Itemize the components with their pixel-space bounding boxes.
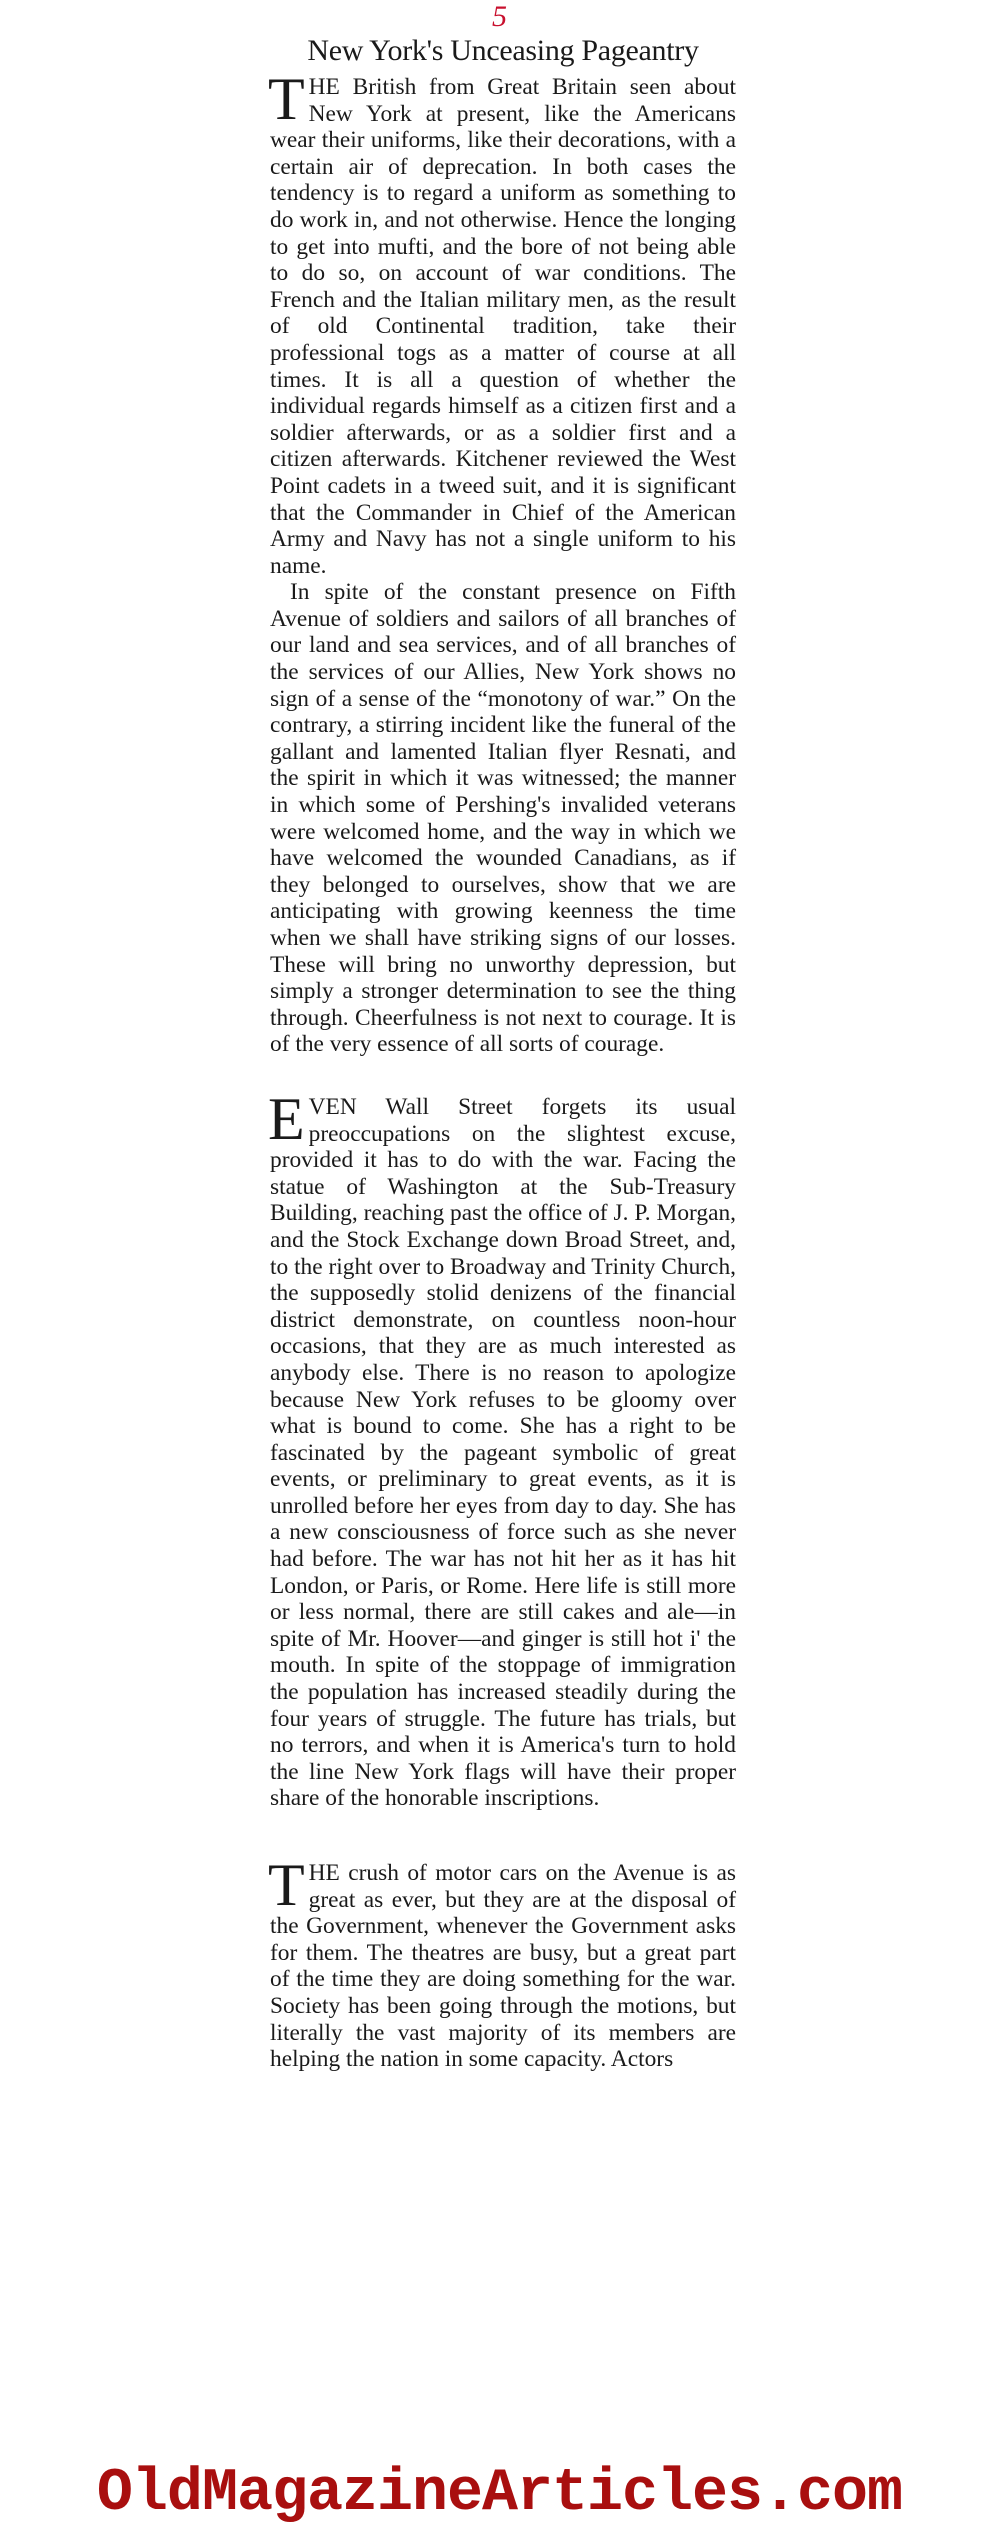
article-title: New York's Unceasing Pageantry [307, 34, 699, 67]
paragraph-4-text: HE crush of motor cars on the Avenue is as great as ever, but they are at the disposal of the Government, whenever the Government asks for them. The theatres are busy, but a great part of the time they are doing something for the war. Society has been going through the motions, but literally the vast majority of its members are helping the nation in some capacity. Actors [270, 1860, 736, 2073]
paragraph-3-text: VEN Wall Street forgets its usual preoccupations on the slightest excuse, provided it has to do with the war. Facing the statue of Washington at the Sub-Treasury Building, reaching past the office of J. P. Morgan, and the Stock Exchange down Broad Street, and, to the right over to Broadway and Trinity Church, the supposedly stolid denizens of the financial district demonstrate, on countless noon-hour occasions, that they are as much interested as anybody else. There is no reason to apologize because New York refuses to be gloomy over what is bound to come. She has a right to be fascinated by the pageant symbolic of great events, or preliminary to great events, as it is unrolled before her eyes from day to day. She has a new consciousness of force such as she never had before. The war has not hit her as it has hit London, or Paris, or Rome. Here life is still more or less normal, there are still cakes and ale—in spite of Mr. Hoover—and ginger is still hot i' the mouth. In spite of the stoppage of immigration the population has increased steadily during the four years of struggle. The future has trials, but no terrors, and when it is America's turn to hold the line New York flags will have their proper share of the honorable inscriptions. [270, 1093, 736, 1812]
drop-cap-1: T [268, 66, 305, 132]
section-spacer [270, 1058, 736, 1094]
paragraph-4 [268, 1852, 736, 2073]
paragraph-2 [270, 579, 736, 1058]
drop-cap-3: T [268, 1852, 305, 1918]
paragraph-1 [268, 66, 736, 579]
page-number: 5 [492, 0, 507, 33]
paragraph-3 [268, 1085, 736, 1812]
paragraph-1-text: HE British from Great Britain seen about New York at present, like the Americans wear their uniforms, like their decorations, with a certain air of deprecation. In both cases the tendency is to regard a uniform as something to do work in, and not otherwise. Hence the longing to get into mufti, and the bore of not being able to do so, on account of war conditions. The French and the Italian military men, as the result of old Continental tradition, take their professional togs as a matter of course at all times. It is all a question of whether the individual regards himself as a citizen first and a soldier afterwards, or as a soldier first and a citizen afterwards. Kitchener reviewed the West Point cadets in a tweed suit, and it is significant that the Commander in Chief of the American Army and Navy has not a single uniform to his name. [270, 74, 736, 579]
drop-cap-2: E [268, 1085, 305, 1152]
paragraph-2-text: In spite of the constant presence on Fifth Avenue of soldiers and sailors of all branches of our land and sea services, and of all branches of the services of our Allies, New York shows no sign of a sense of the “monotony of war.” On the contrary, a stirring incident like the funeral of the gallant and lamented Italian flyer Resnati, and the spirit in which it was witnessed; the manner in which some of Pershing's invalided veterans were welcomed home, and the way in which we have welcomed the wounded Canadians, as if they belonged to ourselves, show that we are anticipating with growing keenness the time when we shall have striking signs of our losses. These will bring no unworthy depression, but simply a stronger determination to see the thing through. Cheerfulness is not next to courage. It is of the very essence of all sorts of courage. [270, 579, 736, 1058]
article [270, 34, 736, 2073]
section-spacer [270, 1812, 736, 1860]
site-watermark: OldMagazineArticles.com [96, 2460, 903, 2528]
